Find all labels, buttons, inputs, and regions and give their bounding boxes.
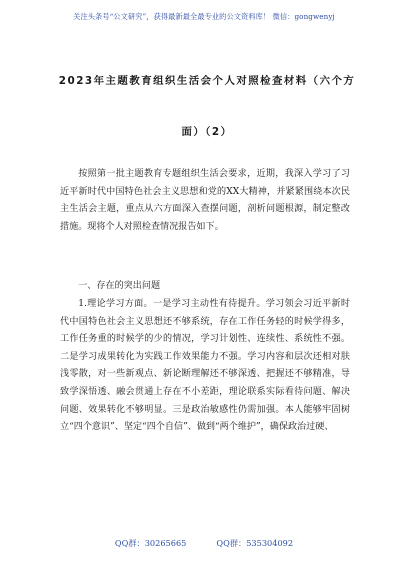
- document-title-line1: 2023年主题教育组织生活会个人对照检查材料（六个方: [58, 75, 356, 87]
- contact-footer: [0, 538, 408, 549]
- intro-paragraph: [60, 166, 350, 236]
- body-text: 1.理论学习方面。一是学习主动性有待提升。学习领会习近平新时代中国特色社会主义思想还不够系统，存在工作任务轻的时候学得多，工作任务重的时候学的少的情况，学习计划性、连续性、系统性不强。二是学习成果转化为实践工作效果能力不强。学习内容和层次还相对肤浅零散，对一些新观点、新论断理解还不够深透、把握还不够精准，导致学深悟透、融会贯通上存在不小差距，理论联系实际看待问题、解决问题、效果转化不够明显。三是政治敏感性仍需加强。本人能够牢固树立“四个意识”、坚定“四个自信”、做到“两个维护”，确保政治过硬、: [60, 299, 350, 433]
- section-heading: 一、存在的突出问题: [78, 281, 161, 291]
- body-paragraph: [60, 296, 350, 437]
- promo-banner: 关注头条号“公文研究”，获得最新最全最专业的公文资料库！ 微信：gongwenyj: [73, 12, 335, 21]
- document-title-line2: 面）（2）: [181, 126, 233, 138]
- qq-group-2: QQ群：535304092: [216, 538, 294, 548]
- qq-group-1: QQ群：30265665: [114, 538, 187, 548]
- intro-text: 按照第一批主题教育专题组织生活会要求，近期，我深入学习了习近平新时代中国特色社会主义思想和党的XX大精神，并紧紧围绕本次民主生活会主题，重点从六方面深入查摆问题，剖析问题根源，制定整改措施。现将个人对照检查情况报告如下。: [60, 169, 350, 232]
